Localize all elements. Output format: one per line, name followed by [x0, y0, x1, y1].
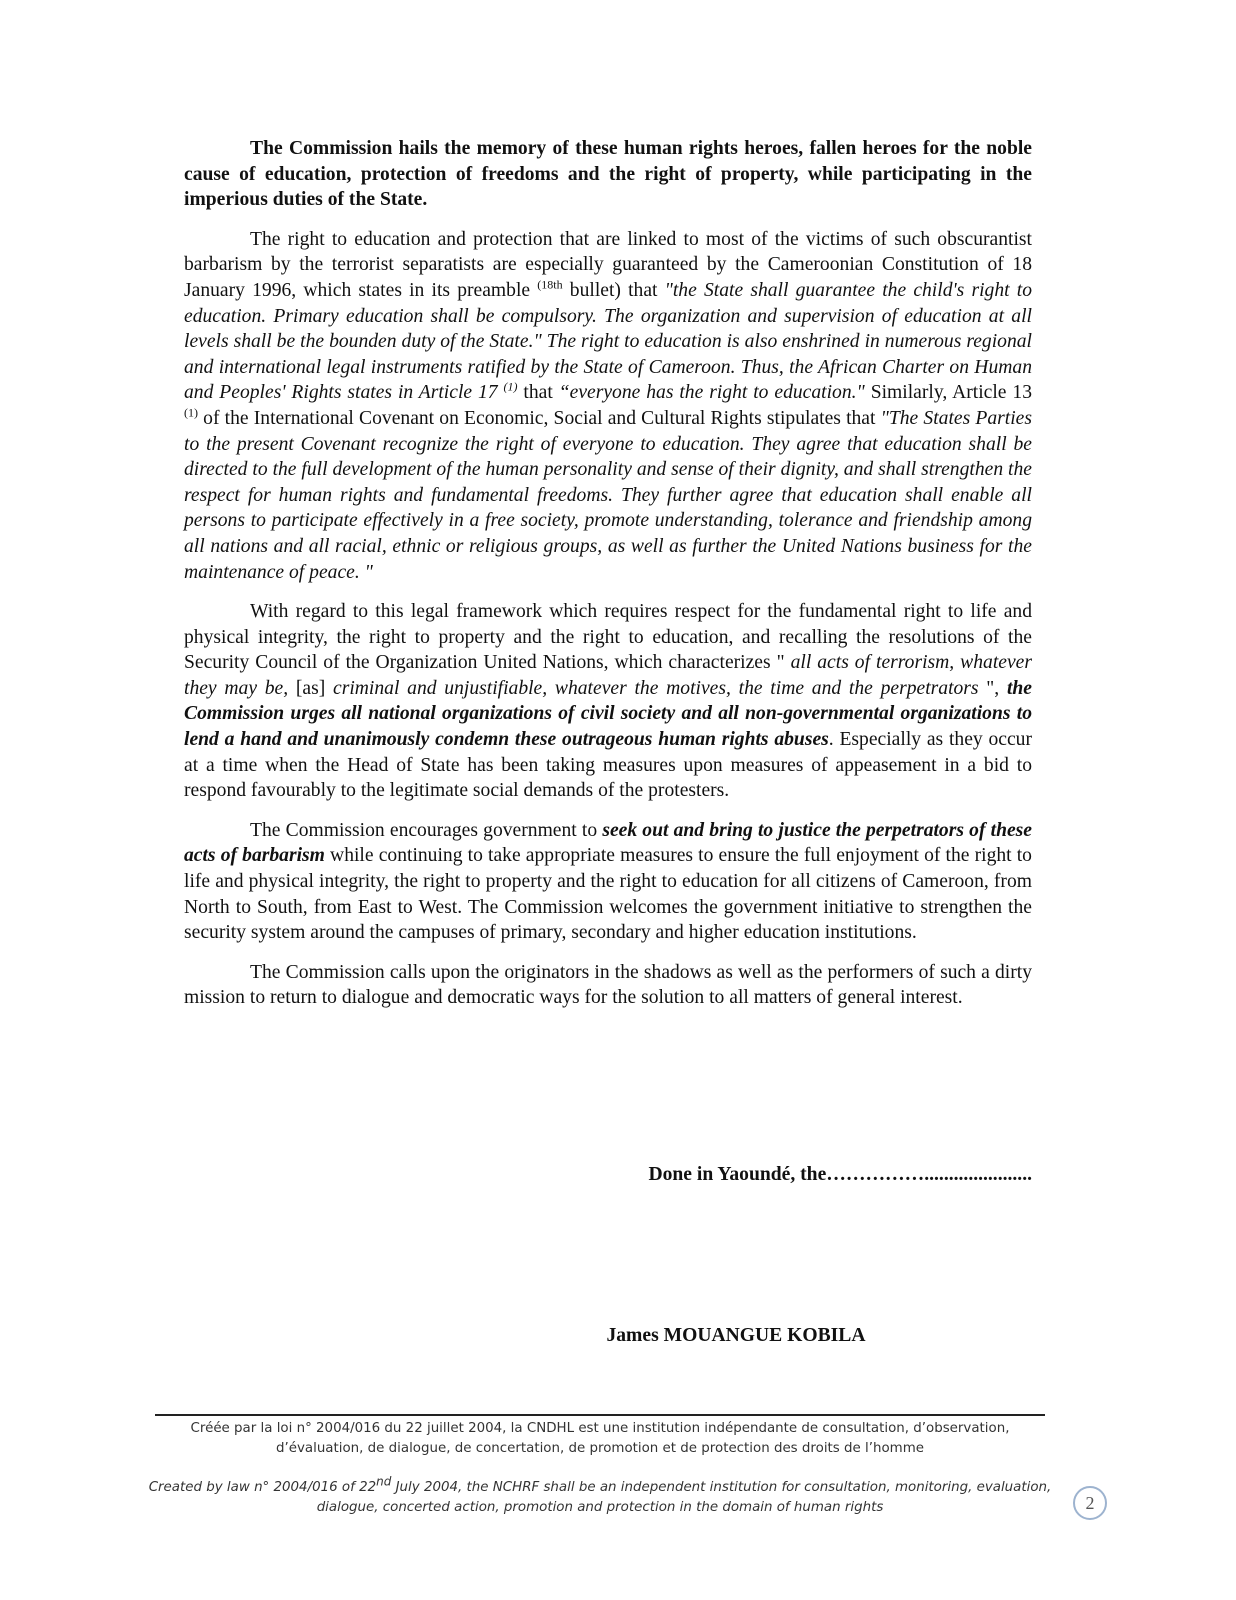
footer-french [130, 1419, 1070, 1459]
footer-en-line-1-end: July 2004, the NCHRF shall be an independent institution for consultation, monitoring, evaluation, [391, 1480, 1052, 1495]
text-run: bullet) that [562, 279, 665, 301]
text-run: Similarly, Article 13 [864, 382, 1032, 404]
text-run: the Commission urges all national organizations of civil society and all non-governmental organizations to lend a hand and unanimously condemn these outrageous human rights abuses [184, 677, 1032, 751]
text-run: (18th [537, 277, 563, 292]
text-run: The Commission hails the memory of these human rights heroes, fallen heroes for the noble cause of education, protection of freedoms and the right of property, while participating in the imperious duties of the State. [184, 138, 1032, 211]
text-run: of the International Covenant on Economic, Social and Cultural Rights stipulates that [198, 407, 881, 429]
text-run: [as] [288, 677, 334, 699]
text-run: The Commission encourages government to [250, 819, 603, 841]
footer-en-line-1-start: Created by law n° 2004/016 of 22 [148, 1480, 377, 1495]
text-run: all acts of terrorism, whatever they may be, [184, 652, 1033, 699]
paragraph-5 [184, 960, 1032, 1011]
paragraph-2 [184, 227, 1032, 585]
text-run: The right to education and protection that are linked to most of the victims of such obscurantist barbarism by the terrorist separatists are especially guaranteed by the Cameroonian Constitution of 18 January 1996, which states in its preamble [184, 228, 1032, 301]
text-run: while continuing to take appropriate measures to ensure the full enjoyment of the right to life and physical integrity, the right to property and the right to education for all citizens of Cameroon, from North to South, from East to West. The Commission welcomes the government initiative to strengthen the security system around the campuses of primary, secondary and higher education institutions. [184, 845, 1032, 944]
paragraph-1 [184, 136, 1032, 213]
text-run: (1) [184, 405, 198, 420]
text-run: "the State shall guarantee the child's right to education. Primary education shall be compulsory. The organization and supervision of education at all levels shall be the bounden duty of the State." The right to education is also enshrined in numerous regional and international legal instruments ratified by the State of Cameroon. Thus, the African Charter on Human and Peoples' Rights states in Article 17 [184, 279, 1032, 404]
text-run: The Commission calls upon the originators in the shadows as well as the performers of such a dirty mission to return to dialogue and democratic ways for the solution to all matters of general interest. [184, 961, 1032, 1009]
text-run: ", [978, 677, 1007, 699]
text-run: that [517, 382, 559, 404]
text-run: seek out and bring to justice the perpetrators of these acts of barbarism [184, 819, 1032, 867]
text-run: (1) [503, 379, 518, 394]
footer-en-superscript: nd [376, 1474, 392, 1489]
text-run: "The States Parties to the present Covenant recognize the right of everyone to education. They agree that education shall be directed to the full development of the human personality and sense of their dignity, and shall strengthen the respect for human rights and fundamental freedoms. They further agree that education shall enable all persons to participate effectively in a free society, promote understanding, tolerance and friendship among all nations and all racial, ethnic or religious groups, as well as further the United Nations business for the maintenance of peace. " [184, 407, 1032, 583]
footer-fr-line-1: Créée par la loi n° 2004/016 du 22 juillet 2004, la CNDHL est une institution indépendante de consultation, d’observation, [190, 1421, 1010, 1436]
paragraph-3 [184, 599, 1032, 804]
footer-divider [155, 1414, 1045, 1416]
text-run: . Especially as they occur at a time when the Head of State has been taking measures upon measures of appeasement in a bid to respond favourably to the legitimate social demands of the protesters. [184, 729, 1032, 802]
text-run: With regard to this legal framework which requires respect for the fundamental right to life and physical integrity, the right to property and the right to education, and recalling the resolutions of the Security Council of the Organization United Nations, which characterizes " [184, 601, 1032, 674]
signatory-name: James MOUANGUE KOBILA [606, 1325, 866, 1346]
page-number-badge: 2 [1073, 1486, 1107, 1520]
document-body [184, 136, 1032, 1025]
paragraph-4 [184, 818, 1032, 946]
footer-fr-line-2: d’évaluation, de dialogue, de concertation, de promotion et de protection des droits de l’homme [275, 1441, 925, 1456]
footer-english [130, 1474, 1070, 1518]
text-run: “everyone has the right to education." [558, 382, 865, 404]
footer-en-line-1 [130, 1474, 1070, 1498]
footer-en-line-2: dialogue, concerted action, promotion and protection in the domain of human rights [316, 1500, 884, 1515]
text-run: criminal and unjustifiable, whatever the motives, the time and the perpetrators [333, 677, 979, 699]
done-in-line: Done in Yaoundé, the……………...................... [648, 1164, 1032, 1185]
